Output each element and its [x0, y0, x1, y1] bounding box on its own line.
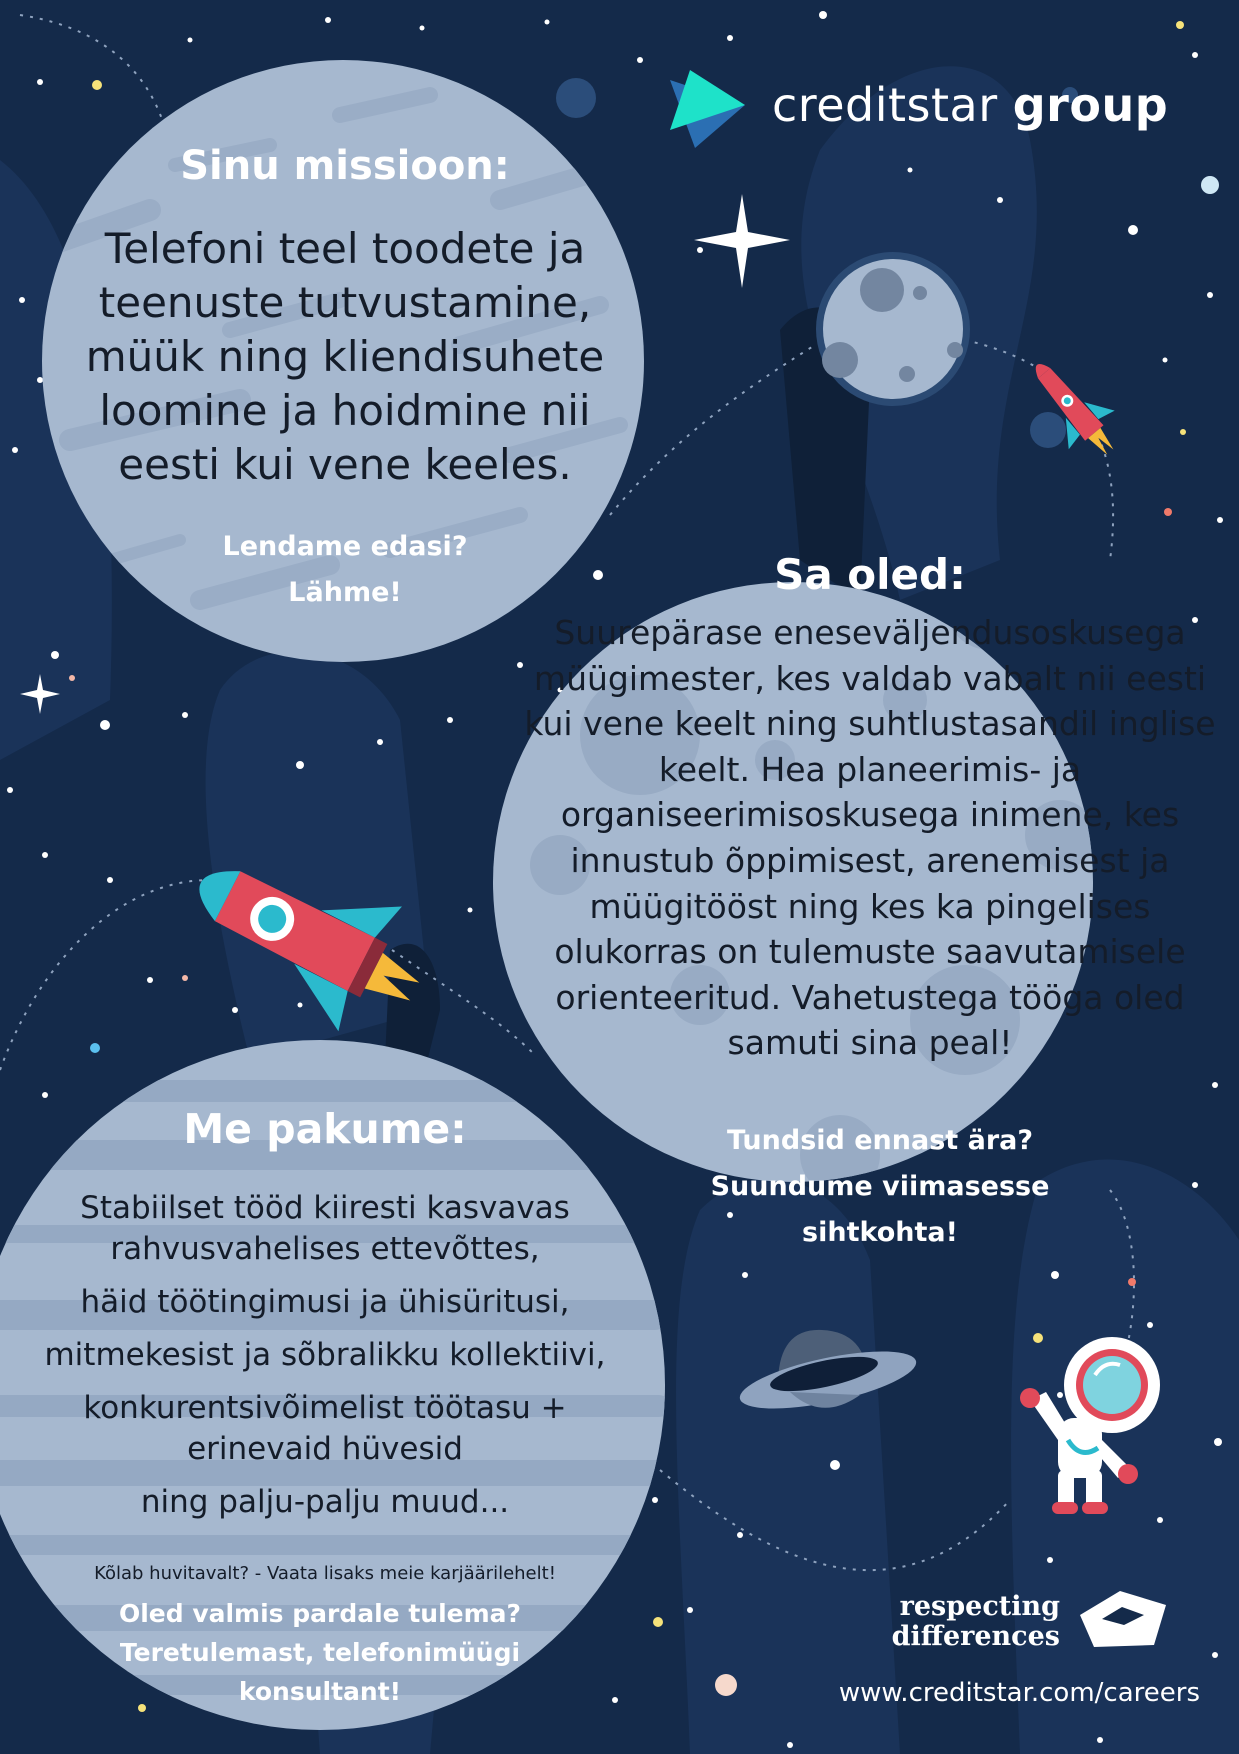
- mission-cta-line: Lendame edasi?: [222, 531, 468, 562]
- you-are-cta-line: Tundsid ennast ära?: [726, 1125, 1034, 1156]
- creditstar-star-logo-icon: [660, 60, 760, 160]
- mission-title: Sinu missioon:: [180, 143, 510, 189]
- respect-line: differences: [891, 1621, 1060, 1652]
- big-rocket-icon: [169, 820, 446, 1054]
- respecting-differences-text: [870, 1592, 1060, 1652]
- small-rocket-icon: [1014, 346, 1133, 472]
- we-offer-list: [25, 1188, 625, 1523]
- we-offer-line: mitmekesist ja sõbralikku kollektiivi,: [44, 1337, 606, 1373]
- you-are-title: Sa oled:: [774, 550, 966, 599]
- we-offer-line: erinevaid hüvesid: [187, 1431, 463, 1467]
- mission-cta-line: Lähme!: [288, 577, 402, 608]
- mission-cta: [190, 524, 500, 616]
- you-are-body: Suurepärase eneseväljendusoskusega müügimester, kes valdab vabalt nii eesti kui vene keelt ning suhtlustasandil inglise keelt. Hea planeerimis- ja organiseerimisoskusega inimene, kes innustub õppimisest, arenemisest ja müügitööst ning kes ka pingelises olukorras on tulemuste saavutamisele orienteeritud. Vahetustega tööga oled samuti sina peal!: [524, 613, 1216, 1063]
- you-are-cta-line: sihtkohta!: [802, 1217, 958, 1248]
- ufo-saucer-icon: [735, 1330, 920, 1420]
- you-are-cta: [680, 1118, 1080, 1256]
- we-offer-line: Stabiilset tööd kiiresti kasvavas: [80, 1190, 570, 1226]
- we-offer-cta-line: Teretulemast, telefonimüügi: [119, 1638, 521, 1667]
- we-offer-cta-line: Oled valmis pardale tulema?: [118, 1599, 522, 1628]
- respect-line: respecting: [899, 1591, 1060, 1622]
- careers-url-link[interactable]: www.creditstar.com/careers: [838, 1678, 1200, 1708]
- we-offer-line: rahvusvahelises ettevõttes,: [110, 1231, 540, 1267]
- astronaut-icon: [1020, 1337, 1160, 1514]
- brand-header: [660, 60, 1200, 160]
- we-offer-cta: [90, 1594, 550, 1711]
- we-offer-line: häid töötingimusi ja ühisüritusi,: [80, 1284, 570, 1320]
- brand-name: [772, 78, 1168, 132]
- we-offer-line: ning palju-palju muud...: [140, 1484, 510, 1520]
- we-offer-title: Me pakume:: [183, 1105, 467, 1153]
- respecting-differences-logo-icon: [1072, 1585, 1172, 1655]
- brand-name-light: creditstar: [772, 78, 998, 132]
- brand-name-bold: group: [1012, 78, 1169, 132]
- moon-icon: [816, 252, 970, 406]
- we-offer-line: konkurentsivõimelist töötasu +: [83, 1390, 567, 1426]
- you-are-cta-line: Suundume viimasesse: [710, 1171, 1050, 1202]
- we-offer-cta-line: konsultant!: [238, 1677, 402, 1706]
- career-page-note: Kõlab huvitavalt? - Vaata lisaks meie karjäärilehelt!: [94, 1563, 556, 1584]
- mission-body: Telefoni teel toodete ja teenuste tutvustamine, müük ning kliendisuhete loomine ja hoidmine nii eesti kui vene keeles.: [85, 224, 605, 489]
